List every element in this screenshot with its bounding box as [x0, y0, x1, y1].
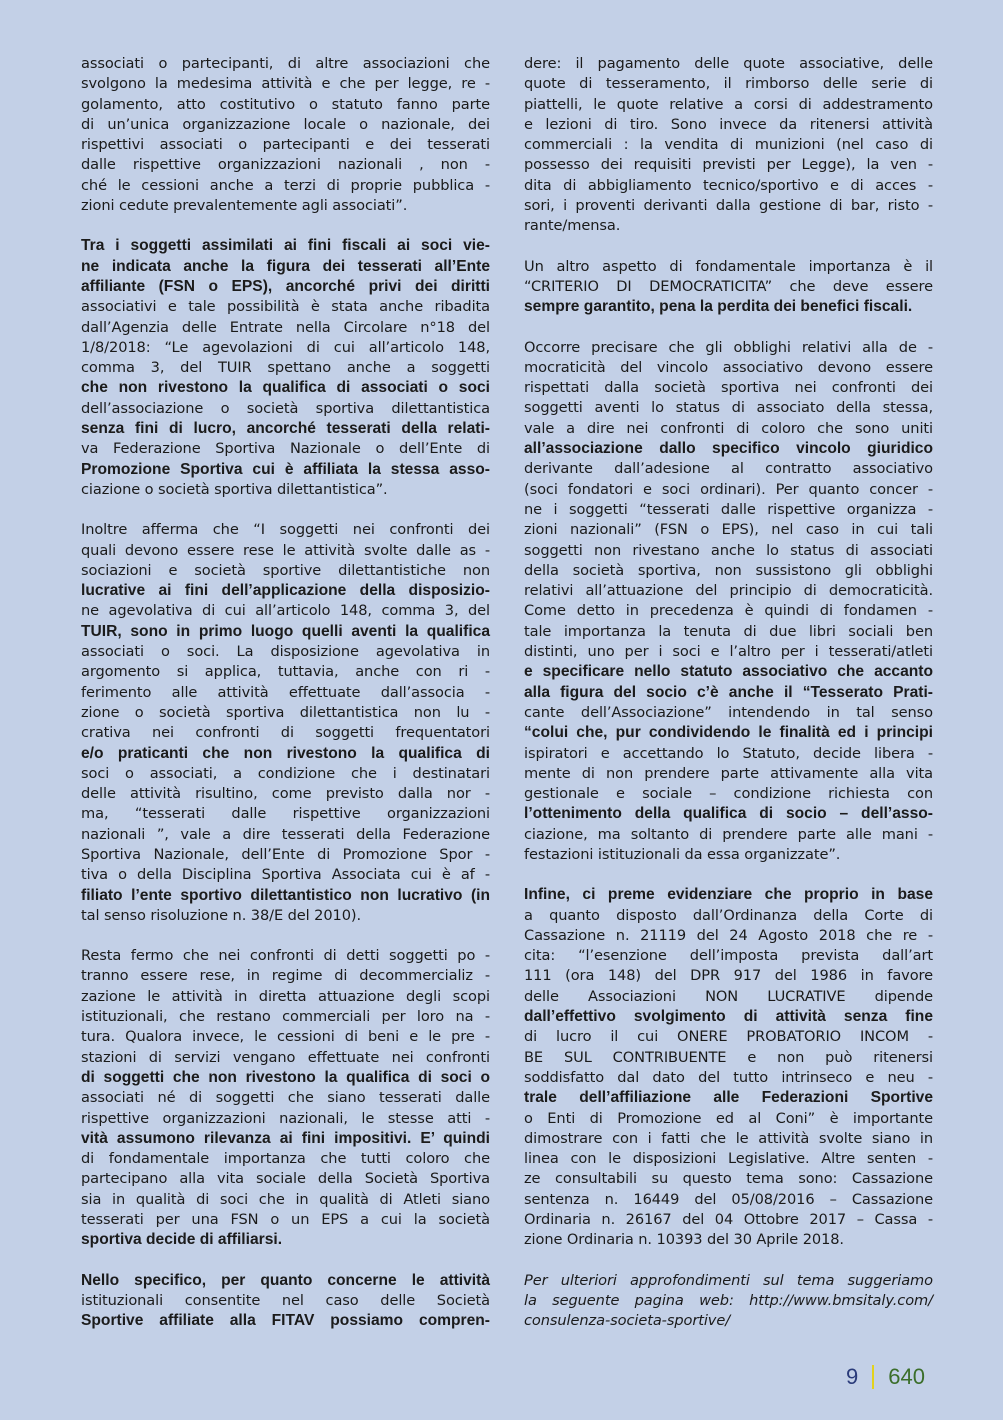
text-line: tal senso risoluzione n. 38/E del 2010).	[81, 906, 362, 924]
text-line: Nello specifico, per quanto concerne le attività	[81, 1271, 490, 1289]
text-line: cante dell’Associazione” intendendo in tal senso	[524, 703, 933, 721]
text-line: “CRITERIO DI DEMOCRATICITA” che deve essere	[524, 277, 933, 295]
paragraph	[524, 257, 933, 318]
text-line: commerciali : la vendita di munizioni (nel caso di	[524, 136, 933, 154]
text-line: Infine, ci preme evidenziare che proprio in base	[524, 886, 933, 904]
text-line: 111 (ora 148) del DPR 917 del 1986 in favore	[524, 967, 933, 985]
text-line: tesserati per una FSN o un EPS a cui la società	[81, 1211, 490, 1229]
text-line: ciazione o società sportiva dilettantistica”.	[81, 480, 388, 498]
text-line: trale dell’affiliazione alle Federazioni Sportive	[524, 1089, 933, 1107]
text-line: sempre garantito, pena la perdita dei benefici fiscali.	[524, 298, 913, 316]
text-line: 1/8/2018: “Le agevolazioni di cui all’articolo 148,	[81, 338, 490, 356]
text-line: di lucro il cui ONERE PROBATORIO INCOM -	[524, 1028, 933, 1046]
paragraph	[81, 1271, 490, 1332]
text-line: lucrative ai fini dell’applicazione della disposizio-	[81, 582, 490, 600]
text-line: tiva o della Disciplina Sportiva Associata cui è af -	[81, 866, 490, 884]
text-line: Promozione Sportiva cui è affiliata la stessa asso-	[81, 460, 490, 478]
text-line: e lezioni di tiro. Sono invece da ritenersi attività	[524, 115, 933, 133]
paragraph	[81, 236, 490, 500]
footnote-paragraph	[524, 1271, 933, 1332]
text-line: che non rivestono la qualifica di associati o soci	[81, 379, 490, 397]
text-line: vità assumono rilevanza ai fini impositivi. E’ quindi	[81, 1129, 490, 1147]
text-line: e specificare nello statuto associativo che accanto	[524, 663, 933, 681]
text-line: di un’unica organizzazione locale o nazionale, dei	[81, 115, 490, 133]
text-line: rante/mensa.	[524, 217, 621, 235]
text-line: zioni cedute prevalentemente agli associati”.	[81, 197, 408, 215]
text-line: o Enti di Promozione ed al Coni” è importante	[524, 1109, 933, 1127]
text-line: Inoltre afferma che “I soggetti nei confronti dei	[81, 521, 490, 539]
text-line: di soggetti che non rivestono la qualifica di soci o	[81, 1068, 490, 1086]
text-line: soggetti aventi lo status di associato della stessa,	[524, 399, 933, 417]
text-line: Occorre precisare che gli obblighi relativi alla de -	[524, 338, 933, 356]
text-line: associativi e tale possibilità è stata anche ribadita	[81, 298, 490, 316]
text-line: soci o associati, a condizione che i destinatari	[81, 764, 490, 782]
text-line: sentenza n. 16449 del 05/08/2016 – Cassazione	[524, 1190, 933, 1208]
text-line: filiato l’ente sportivo dilettantistico non lucrativo (in	[81, 886, 490, 904]
text-line: soggetti non rivestano anche lo status di associati	[524, 541, 933, 559]
text-line: sori, i proventi derivanti dalla gestione di bar, risto -	[524, 197, 933, 215]
footer-separator	[872, 1365, 874, 1389]
text-line: Come detto in precedenza è quindi di fondamen -	[524, 602, 933, 620]
text-line: ze consultabili su questo tema sono: Cassazione	[524, 1170, 933, 1188]
text-line: istituzionali, che restano commerciali per loro na -	[81, 1008, 490, 1026]
issue-number: 640	[888, 1364, 925, 1389]
text-line: “colui che, pur condividendo le finalità ed i principi	[524, 724, 933, 742]
text-line: (soci fondatori e soci ordinari). Per quanto concer -	[524, 480, 933, 498]
text-line: derivante dall’adesione al contratto associativo	[524, 460, 933, 478]
page-footer	[846, 1364, 925, 1390]
text-line: Resta fermo che nei confronti di detti soggetti po -	[81, 947, 490, 965]
text-line: argomento si applica, tuttavia, anche con ri -	[81, 663, 490, 681]
text-line: associati né di soggetti che siano tesserati dalle	[81, 1089, 490, 1107]
text-line: ferimento alle attività effettuate dall’associa -	[81, 683, 490, 701]
text-line: gestionale e sociale – condizione richiesta con	[524, 785, 933, 803]
text-line: zione Ordinaria n. 10393 del 30 Aprile 2018.	[524, 1231, 844, 1249]
text-line: quote di tesseramento, il rimborso delle serie di	[524, 75, 933, 93]
left-column	[81, 54, 490, 1352]
text-line: alla figura del socio c’è anche il “Tesserato Prati-	[524, 683, 933, 701]
text-line: associati o partecipanti, di altre associazioni che	[81, 55, 490, 72]
text-line: ne indicata anche la figura dei tesserati all’Ente	[81, 257, 490, 275]
paragraph	[524, 54, 933, 237]
text-line: zazione le attività in diretta attuazione degli scopi	[81, 987, 490, 1005]
text-line: golamento, atto costitutivo o statuto fanno parte	[81, 95, 490, 113]
text-line: sociazioni e società sportive dilettantistiche non	[81, 561, 490, 579]
text-line: svolgono la medesima attività e che per legge, re -	[81, 75, 490, 93]
text-line: cita: “l’esenzione dell’imposta prevista dall’art	[524, 947, 933, 965]
text-line: rispettati dalla società sportiva nei confronti dei	[524, 379, 933, 397]
text-line: istituzionali consentite nel caso delle Società	[81, 1291, 490, 1309]
text-line: ne agevolativa di cui all’articolo 148, comma 3, del	[81, 602, 490, 620]
text-line: della società sportiva, non sussistono gli obblighi	[524, 561, 933, 579]
text-line: soddisfatto dal dato del tutto intrinseco e neu -	[524, 1068, 933, 1086]
text-line: Sportive affiliate alla FITAV possiamo compren-	[81, 1312, 490, 1330]
text-line: delle Associazioni NON LUCRATIVE dipende	[524, 987, 933, 1005]
text-line: relativi all’attuazione del principio di democraticità.	[524, 582, 933, 600]
text-line: dere: il pagamento delle quote associative, delle	[524, 55, 933, 72]
text-line: tura. Qualora invece, le cessioni di beni e le pre -	[81, 1028, 490, 1046]
text-line: tale importanza la tenuta di due libri sociali ben	[524, 622, 933, 640]
text-line: piattelli, le quote relative a corsi di addestramento	[524, 95, 933, 113]
text-line: consulenza-societa-sportive/	[524, 1312, 731, 1330]
paragraph	[524, 338, 933, 866]
text-line: Sportiva Nazionale, dell’Ente di Promozione Spor -	[81, 845, 490, 863]
text-line: rispettivi associati o partecipanti e dei tesserati	[81, 136, 490, 154]
text-line: possesso dei requisiti previsti per Legge), la ven -	[524, 156, 933, 174]
paragraph	[524, 885, 933, 1250]
text-line: ciazione, ma soltanto di prendere parte alle mani -	[524, 825, 933, 843]
text-line: crativa nei confronti di soggetti frequentatori	[81, 724, 490, 742]
text-line: distinti, uno per i soci e l’altro per i tesserati/atleti	[524, 643, 933, 661]
text-line: dita di abbigliamento tecnico/sportivo e di acces -	[524, 176, 933, 194]
text-line: a quanto disposto dall’Ordinanza della Corte di	[524, 906, 933, 924]
text-line: linea con le disposizioni Legislative. Altre senten -	[524, 1150, 933, 1168]
text-line: di fondamentale importanza che tutti coloro che	[81, 1150, 490, 1168]
text-line: Un altro aspetto di fondamentale importanza è il	[524, 257, 933, 275]
text-line: zione o società sportiva dilettantistica non lu -	[81, 703, 490, 721]
text-line: sia in qualità di soci che in qualità di Atleti siano	[81, 1190, 490, 1208]
right-column	[524, 54, 933, 1352]
text-line: mente di non prendere parte attivamente alla vita	[524, 764, 933, 782]
page-number: 9	[846, 1364, 859, 1389]
text-line: senza fini di lucro, ancorché tesserati della relati-	[81, 420, 490, 438]
text-line: delle attività risultino, come previsto dalla nor -	[81, 785, 490, 803]
text-line: dell’associazione o società sportiva dilettantistica	[81, 399, 490, 417]
text-line: sportiva decide di affiliarsi.	[81, 1231, 283, 1249]
text-line: Per ulteriori approfondimenti sul tema suggeriamo	[524, 1271, 933, 1289]
text-line: dalle rispettive organizzazioni nazionali , non -	[81, 156, 490, 174]
text-line: nazionali ”, vale a dire tesserati della Federazione	[81, 825, 490, 843]
text-line: affiliante (FSN o EPS), ancorché privi dei diritti	[81, 277, 490, 295]
text-line: quali devono essere rese le attività svolte dalle as -	[81, 541, 490, 559]
text-line: Ordinaria n. 26167 del 04 Ottobre 2017 – Cassa -	[524, 1211, 933, 1229]
text-line: mocraticità del vincolo associativo devono essere	[524, 358, 933, 376]
text-line: vale a dire nei confronti di coloro che sono uniti	[524, 419, 933, 437]
text-line: TUIR, sono in primo luogo quelli aventi la qualifica	[81, 622, 490, 640]
text-line: l’ottenimento della qualifica di socio – dell’asso-	[524, 805, 933, 823]
text-line: ma, “tesserati dalle rispettive organizzazioni	[81, 805, 490, 823]
text-line: dimostrare con i fatti che le attività svolte siano in	[524, 1129, 933, 1147]
paragraph	[81, 54, 490, 216]
text-line: ché le cessioni anche a terzi di proprie pubblica -	[81, 176, 490, 194]
text-line: ne i soggetti “tesserati dalle rispettive organizza -	[524, 500, 933, 518]
text-line: Tra i soggetti assimilati ai fini fiscali ai soci vie-	[81, 237, 490, 255]
text-line: Cassazione n. 21119 del 24 Agosto 2018 che re -	[524, 926, 933, 944]
text-line: all’associazione dallo specifico vincolo giuridico	[524, 440, 933, 458]
text-line: dall’Agenzia delle Entrate nella Circolare n°18 del	[81, 318, 490, 336]
text-line: stazioni di servizi vengano effettuate nei confronti	[81, 1048, 490, 1066]
text-line: comma 3, del TUIR spettano anche a soggetti	[81, 359, 490, 377]
text-line: la seguente pagina web: http://www.bmsitaly.com/	[524, 1291, 933, 1309]
text-line: rispettive organizzazioni nazionali, le stesse atti -	[81, 1109, 490, 1127]
text-line: dall’effettivo svolgimento di attività senza fine	[524, 1008, 933, 1026]
text-line: e/o praticanti che non rivestono la qualifica di	[81, 744, 490, 762]
text-line: va Federazione Sportiva Nazionale o dell’Ente di	[81, 440, 490, 458]
paragraph	[81, 520, 490, 926]
text-line: partecipano alla vita sociale della Società Sportiva	[81, 1170, 490, 1188]
text-line: ispiratori e accettando lo Statuto, decide libera -	[524, 744, 933, 762]
text-line: associati o soci. La disposizione agevolativa in	[81, 643, 490, 661]
text-line: tranno essere rese, in regime di decommercializ -	[81, 967, 490, 985]
text-line: zioni nazionali” (FSN o EPS), nel caso in cui tali	[524, 521, 933, 539]
paragraph	[81, 946, 490, 1250]
text-line: festazioni istituzionali da essa organizzate”.	[524, 845, 841, 863]
text-line: BE SUL CONTRIBUENTE e non può ritenersi	[524, 1048, 933, 1066]
